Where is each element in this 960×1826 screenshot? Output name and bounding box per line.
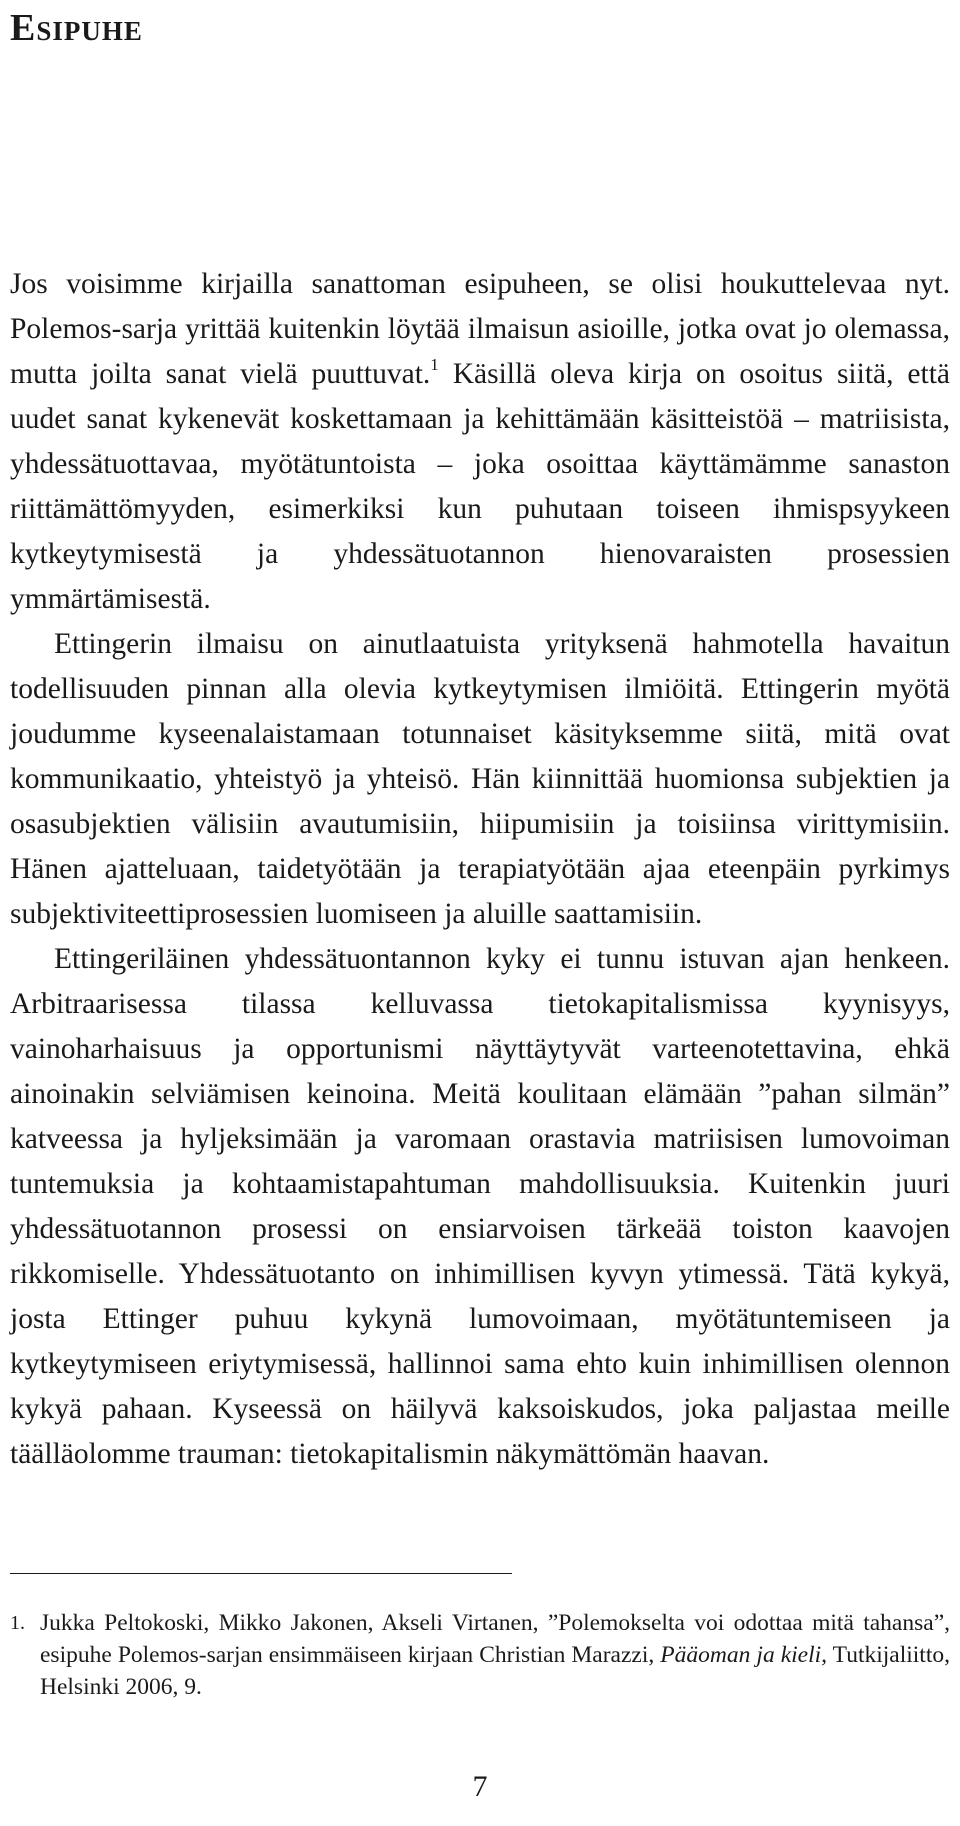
paragraph-1-text: Jos voisimme kirjailla sanattoman esipuheen, se olisi houkuttelevaa nyt. Polemos-sarja yrittää kuitenkin löytää ilmaisun asioille, jotka ovat jo olemassa, mutta joilta sanat vielä puuttuvat. bbox=[10, 268, 950, 390]
page-number: 7 bbox=[472, 1770, 488, 1803]
footnote bbox=[10, 1606, 950, 1703]
paragraph-1-text-continued: Käsillä oleva kirja on osoitus siitä, että uudet sanat kykenevät koskettamaan ja kehittämään käsitteistöä – matriisista, yhdessätuottavaa, myötätuntoista – joka osoittaa käyttämämme sanaston riittämättömyyden, esimerkiksi kun puhutaan toiseen ihmispsyykeen kytkeytymisestä ja yhdessätuotannon hienovaraisten prosessien ymmärtämisestä. bbox=[10, 358, 950, 615]
footnote-text-start: Jukka Peltokoski, Mikko Jakonen, Akseli Virtanen, ”Polemokselta voi odottaa mitä tahansa”, esipuhe Polemos-sarjan ensimmäiseen kirjaan Christian Marazzi, bbox=[40, 1610, 950, 1668]
footnote-text-end: Tutkijaliitto, Helsinki 2006, 9. bbox=[40, 1642, 950, 1700]
body-text bbox=[10, 262, 950, 1477]
paragraph-2: Ettingerin ilmaisu on ainutlaatuista yrityksenä hahmotella havaitun todellisuuden pinnan alla olevia kytkeytymisen ilmiöitä. Ettingerin myötä joudumme kyseenalaistamaan totunnaiset käsityksemme siitä, mitä ovat kommunikaatio, yhteistyö ja yhteisö. Hän kiinnittää huomionsa subjektien ja osasubjektien välisiin avautumisiin, hiipumisiin ja toisiinsa virittymisiin. Hänen ajatteluaan, taidetyötään ja terapiatyötään ajaa eteenpäin pyrkimys subjektiviteettiprosessien luomiseen ja aluille saattamisiin. bbox=[10, 628, 950, 930]
footnote-number: 1. bbox=[10, 1612, 25, 1634]
page-title: Esipuhe bbox=[10, 7, 143, 49]
paragraph-1 bbox=[10, 262, 950, 622]
footnote-text bbox=[40, 1607, 950, 1703]
footnote-divider bbox=[10, 1573, 512, 1574]
paragraph-3: Ettingeriläinen yhdessätuontannon kyky ei tunnu istuvan ajan henkeen. Arbitraarisessa tilassa kelluvassa tietokapitalismissa kyynisyys, vainoharhaisuus ja opportunismi näyttäytyvät varteenotettavina, ehkä ainoinakin selviämisen keinoina. Meitä koulitaan elämään ”pahan silmän” katveessa ja hyljeksimään ja varomaan orastavia matriisisen lumovoiman tuntemuksia ja kohtaamistapahtuman mahdollisuuksia. Kuitenkin juuri yhdessätuotannon prosessi on ensiarvoisen tärkeää toiston kaavojen rikkomiselle. Yhdessätuotanto on inhimillisen kyvyn ytimessä. Tätä kykyä, josta Ettinger puhuu kykynä lumovoimaan, myötätuntemiseen ja kytkeytymiseen eriytymisessä, hallinnoi sama ehto kuin inhimillisen olennon kykyä pahaan. Kyseessä on häilyvä kaksoiskudos, joka paljastaa meille täälläolomme trauman: tietokapitalismin näkymättömän haavan. bbox=[10, 943, 950, 1470]
footnote-reference[interactable]: 1 bbox=[430, 355, 439, 374]
footnote-book-title: Pääoman ja kieli, bbox=[660, 1642, 828, 1668]
